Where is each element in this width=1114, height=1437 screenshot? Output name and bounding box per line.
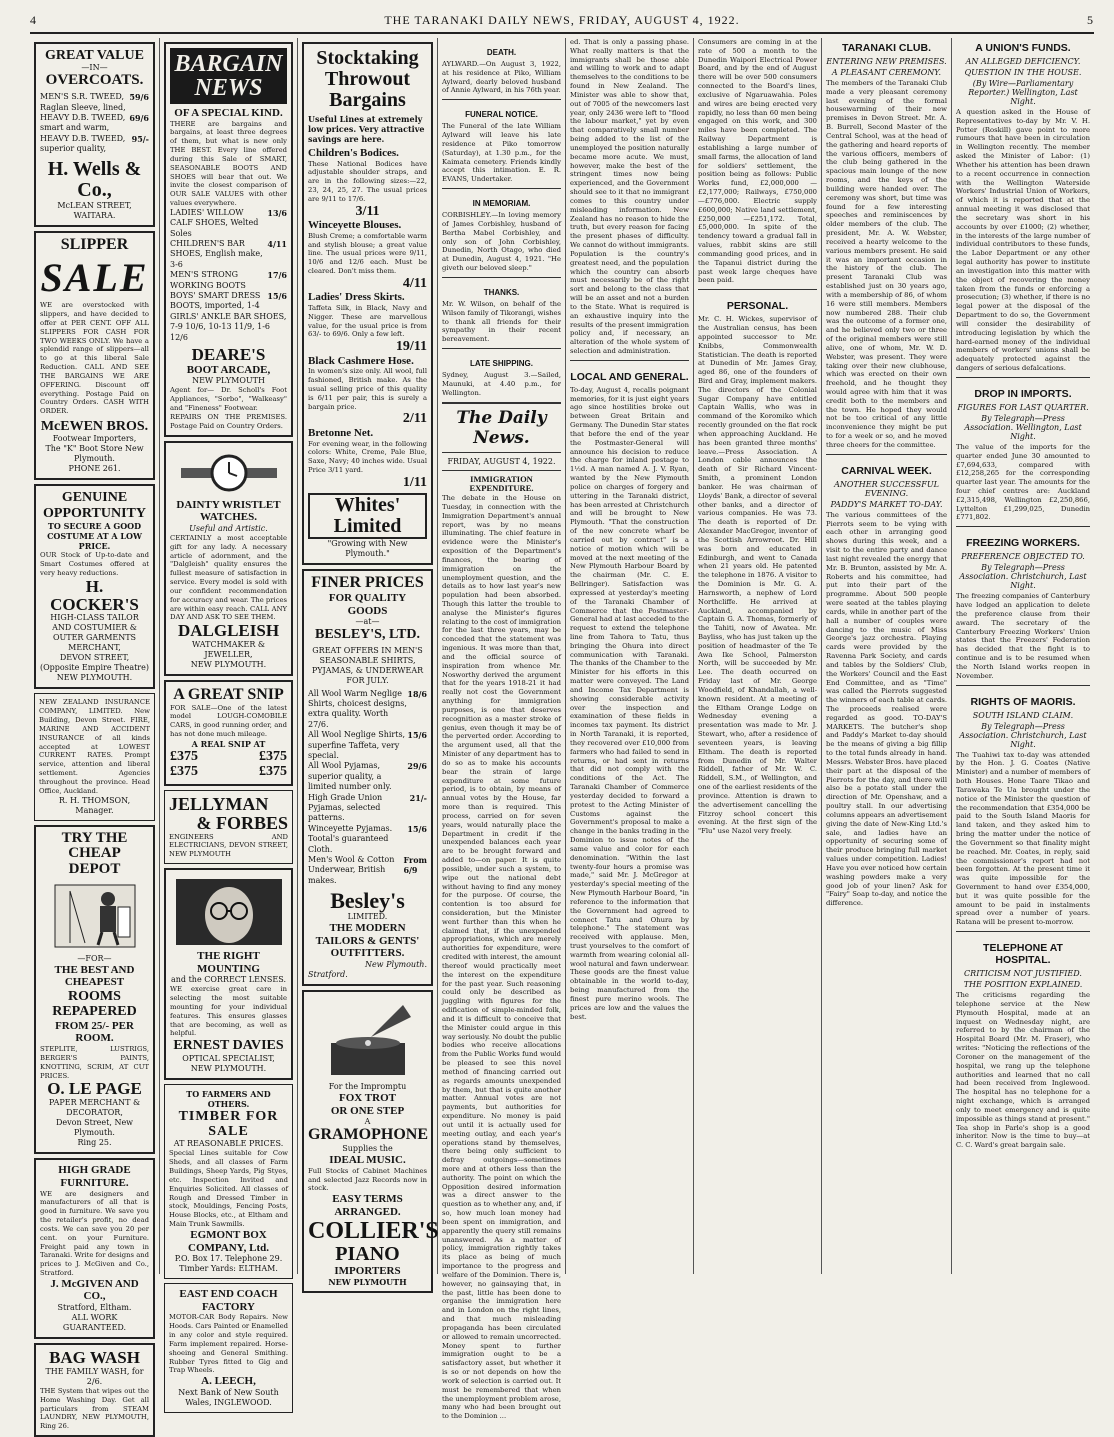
section-headline: LOCAL AND GENERAL. (570, 370, 689, 383)
ad-line: HIGH-CLASS TAILOR AND COSTUMIER & OUTER GARMENTS MERCHANT, (50, 613, 139, 653)
masthead (30, 8, 1094, 34)
column-2 (160, 38, 298, 1407)
ad-sub: and the CORRECT LENSES. (170, 975, 286, 985)
ad-firm: Besley's (330, 888, 405, 914)
ad-body: STEPLITE, LUSTRIGS, BERGER'S PAINTS, KNOTTING, SCRIM, AT CUT PRICES. (40, 1045, 149, 1080)
stock-item (308, 291, 427, 354)
ad-town: NEW PLYMOUTH (328, 1277, 407, 1288)
masthead-title: THE TARANAKI DAILY NEWS, FRIDAY, AUGUST 4, 1922. (384, 12, 740, 27)
item-price: 1/11 (402, 474, 427, 490)
notice (442, 110, 561, 184)
ad-kind: OF A SPECIAL KIND. (174, 107, 283, 119)
wristlet-watch-icon (179, 450, 279, 496)
ad-title: THE RIGHT MOUNTING (197, 949, 260, 975)
ad-repairs: REPAIRS ON THE PREMISES. Postage Paid on Country Orders. (170, 412, 287, 430)
item-name: All Wool Neglige Shirts, superfine Taffeta, very special. (308, 730, 406, 761)
ad-cocker (34, 484, 155, 689)
item-text: These National Bodices have adjustable shoulder straps, and are in the following sizes:—22, 23, 24, 25, 27. The usual prices are 9/11 to 17/6. (308, 159, 427, 203)
ad-ring: Ring 25. (77, 1138, 112, 1148)
ad-bag-wash (34, 1343, 155, 1437)
ad-coach-factory (164, 1283, 293, 1413)
article-text: Mr. C. H. Wickes, supervisor of the Australian census, has been appointed successor to Mr. Knibbs, Commonwealth Statistician. The death is reported at Dunedin of Mr. James Gray, aged 86, one of the founders of Bird and Gray, implement makers. The directors of the Colonial Sugar Company have entitled Captain Wallis, who was in command of the Koromiko which recently grounded on the flat rock when approaching Auckland. He has been granted three months' leave.—Press Association. A London cable announces the death of Sir Richard Vincent-Smith, a prominent London banker. He was chairman of Lloyds' Bank, a director of several other banks, and a director of various companies. He was 73. The death is reported of Dr. Alexander MacGregor, inventor of the Scottish Arrowroot. Dr. Hill was born and educated in Edinburgh, and went to Canada when 21 years old. He patented the telephone in 1876. A visitor to the Dominion is Mr. G. A. Harnsworth, a nephew of Lord Northcliffe. He arrived at Auckland, accompanied by Captain G. A. Thomas, formerly of the Tahiti, now of Awatea. Mr. Bayliss, who has just taken up the position of headmaster of the Te Awa Ike School, Palmerston North, will be succeeded by Mr. Lee. The death occurred on Friday last of Mr. George Woodfield, of Khandallah, a well-known resident. At a meeting of the Eltham Orange Lodge on Wednesday evening a presentation was made to Mr. J. Stewart, who, after a residence of seventeen years, is leaving Eltham. The death is reported from Dunedin of Mr. Walter Riddell, father of Mr. W. C. Riddell, S.M., of Wellington, and one of the earliest residents of the province. Attention is drawn to the advertisement cancelling the Fitzroy school concert this evening. At the first sign of the "Flu" use Nazol very freely. (698, 315, 817, 836)
ad-title: HIGH GRADE FURNITURE. (58, 1164, 131, 1189)
ad-wristlet-watches (164, 441, 293, 676)
ad-firm: BESLEY'S, LTD. (315, 627, 420, 643)
section-headline: TARANAKI CLUB. (841, 42, 932, 54)
item-name: All Wool Pyjamas, superior quality, a limited number only. (308, 761, 392, 792)
ad-town: Stratford. (308, 970, 348, 980)
ad-line: Supplies the (342, 1144, 393, 1154)
ad-title: WATCHES. (200, 511, 257, 524)
ad-body: THERE are bargains and bargains, at least three degrees of them, but what is new only THE BEST. Every line offered during this Sale of SMART, SEASONABLE BOOTS AND SHOES will bear that out. We invite the closest comparison of OUR SALE VALUES with other values everywhere. (170, 119, 287, 208)
sub-headline: ANOTHER SUCCESSFUL EVENING. (834, 479, 939, 498)
ad-great-snip (164, 680, 293, 786)
dateline: (By Wire—Parliamentary Reporter.) Wellington, Last Night. (968, 79, 1078, 106)
notice-head: LATE SHIPPING. (470, 359, 533, 369)
ad-bargain-news (164, 42, 293, 437)
ad-body: Special Lines suitable for Cow Sheds, and all classes of Farm Buildings, Sheep Yards, Pig Styes, etc. Inspection Invited and Enquiries Solicited. All classes of Rough and Dressed Timber in stock, Mouldings, Fencing Posts, House Blocks, etc., at Eltham and Main Trunk Sawmills. (169, 1149, 288, 1229)
item-name: BOYS' SMART DRESS BOOTS, imported, 1-4 (170, 291, 261, 311)
ad-firm: O. LE PAGE (47, 1079, 142, 1099)
ad-address: Next Bank of New South Wales, INGLEWOOD. (178, 1387, 279, 1407)
notice-text: Mr. W. Wilson, on behalf of the Wilson family of Tikorangi, wishes to thank all friends for their sympathy in their recent bereavement. (442, 299, 561, 344)
page-number-left: 4 (30, 12, 37, 27)
ad-for: —FOR— (77, 953, 112, 963)
notice-text: Sydney, August 3.—Sailed, Maunuki, at 4.40 p.m., for Wellington. (442, 371, 561, 397)
stock-item (308, 219, 427, 291)
price-row (170, 291, 287, 312)
ad-price: £375 (259, 748, 287, 764)
ad-body: THE System that wipes out the Home Washing Day. Get all particulars from STEAM LAUNDRY, NEW PLYMOUTH, Ring 26. (40, 1386, 149, 1431)
item-price: 4/11 (402, 275, 427, 291)
page-number-right: 5 (1086, 12, 1094, 27)
column-4 (438, 38, 566, 1421)
ad-sub: AT REASONABLE PRICES. (173, 1139, 284, 1149)
ad-line: Footwear Importers, (52, 434, 137, 444)
ad-firm: McEWEN BROS. (40, 419, 149, 435)
price-row (308, 855, 427, 886)
ad-sub: Useful and Artistic. (189, 523, 268, 533)
article-text: The various committees of the Pierrots seem to be vying with each other in arranging good shows during this week, and a visit to the entire party and dance last night revealed the energy that Mr. B. Brunton, assisted by Mr. A. Roberts and his committee, had put into their part of the programme. About 500 people were seated at the tables playing cards, while in another part of the hall a number of couples were dancing to the music of Miss George's jazz orchestra. Playing cards were provided by the Ravenna Park Society, and cards and tables by the Soldiers' Club, the Workers' Council and the East End Committee, and as "Time" was called the Pierrots suggested the winners of each table at cards. The proceeds realised were regarded as good. TO-DAY'S MARKETS. The butcher's shop and Paddy's Market to-day should be the means of giving a big fillip to the total funds already in hand. Messrs. Webster Bros. have placed their part at the disposal of the Pierrots for the day, and there will also be a potato stall under the direction of Mr. Openshaw, and a poultry stall. In our advertising columns appears an advertisement giving the date of New-King Ltd.'s sale, and ladies have an opportunity of securing some of their produce bringing full market values under competition. Ladies! Have you ever noticed how certain washing powders make a very good job of your linen? Ask for "Fairy" Soap to-day, and notice the difference. (826, 510, 947, 908)
ad-price: £375 (170, 764, 198, 780)
item-price: 3/11 (355, 203, 380, 219)
item-name: Men's Wool & Cotton Underwear, British makes. (308, 854, 395, 885)
notice-text: CORBISHLEY.—In loving memory of James Corbishley, husband of Bertha Mabel Corbishley, and only son of John Corbishley, Dunedin, North Otago, who died at Dunedin, August 4, 1921. "He giveth our beloved sleep." (442, 211, 561, 273)
ad-firm: H. Wells & Co., (47, 158, 142, 202)
item-text: In women's size only. All wool, full fashioned, British make. As the usual selling price of this quality is 6/11 per pair, this is surely a bargain price. (308, 367, 427, 411)
ad-title: Bargains (329, 89, 406, 111)
ad-intro: For the Impromptu (328, 1082, 407, 1092)
ad-at: —at— (355, 617, 380, 627)
ad-title: GENUINE (61, 490, 128, 506)
ad-big-word: SALE (40, 255, 149, 301)
price-row (40, 113, 149, 134)
ad-body: TO SECURE A GOOD COSTUME AT A LOW PRICE. (47, 521, 142, 552)
column-8 (952, 38, 1094, 1274)
ad-line: DEVON STREET, (59, 653, 130, 663)
ad-body: NEW ZEALAND INSURANCE COMPANY, LIMITED. New Building, Devon Street. FIRE, MARINE AND ACCIDENT INSURANCE of all kinds accepted at LOWEST CURRENT RATES. Prompt service, attention and liberal settlement. Agencies throughout the province. Head Office, Auckland. (39, 698, 150, 795)
article-text: The value of the imports for the quarter ended June 30 amounted to £7,694,633, compared with £12,258,265 for the corresponding quarter last year. The amounts for the four chief centres are: Auckland £2,315,498, Wellington £2,250,866, Lyttelton £1,299,025, Dunedin £771,802. (956, 442, 1090, 522)
ad-line: NEW PLYMOUTH. (56, 673, 133, 683)
ad-town: WAITARA. (73, 211, 116, 221)
ad-title: FINER PRICES (311, 574, 424, 592)
item-name: Winceyette Blouses. (308, 219, 402, 232)
article-text: To-day, August 4, recalls poignant memories, for it is just eight years ago since hostilities broke out between Great Britain and Germany. The Dunedin Star states that before the end of the year the Postmaster-General will announce his decision to reduce the charge for inland postage to 1½d. A man named A. J. V. Ryan, wanted by the New Plymouth police on charges of forgery and uttering in the Taranaki district, has been arrested at Christchurch and will be brought to New Plymouth. "That the construction of the new concrete wharf be carried out by contract" is a notice of motion which will be moved at the next meeting of the New Plymouth Harbour Board by the chairman (Mr. C. E. Bellringer). Satisfaction was expressed at yesterday's meeting of the Taranaki Chamber of Commerce that the Postmaster-General had at last acceded to the request to extend the telephone line from Tahora to Tatu, thus bringing the Ohura into direct communication with Taranaki. The thanks of the Chamber to the Minister for his efforts in this matter were conveyed. The Land and Income Tax Department is showing considerable activity over the inspection and examination of these fields in incomes tax payment. Its district in North Taranaki, it is reported, they recovered over £10,000 from farmers who had failed to send in returns, or had sent in returns that did not comply with the conditions of the Act. The Taranaki Chamber of Commerce yesterday decided to forward a protest to the Acting Minister of Customs against the Government's proposal to make a change in the banks trading in the Dominion to issue notes of the same value and color for each denomination. "Within the last twenty-four hours a promise was made," said Mr. J. McGregor at yesterday's special meeting of the New Plymouth Harbour Board, "in reference to the information that the Government had agreed to connect Tatu and Ohura by telephone." The statement was received with applause. Men, trust yourselves to the comfort of warmth from wearing colonial all-wool natural and fawn underwear. These goods are the finest value obtainable in the world to-day, being manufactured from the finest pure merino wools. The prices are low and the values the best. (570, 385, 689, 1021)
ad-town: NEW PLYMOUTH. (190, 1063, 267, 1073)
ad-trade: PAPER MERCHANT & DECORATOR, (48, 1098, 141, 1118)
item-text: For evening wear, in the following colors: White, Creme, Pale Blue, Saxe, Navy; 40 inches wide. Usual Price 3/11 yard. (308, 439, 427, 474)
ad-price: £375 (170, 748, 198, 764)
item-name: MEN'S S.R. TWEED, Raglan Sleeve, lined, (40, 92, 126, 112)
paper-title: The Daily News. (456, 407, 547, 448)
ad-besleys (302, 569, 433, 986)
ad-line: THE BEST AND CHEAPEST (54, 963, 135, 989)
column-7 (822, 38, 952, 1274)
section-headline: PERSONAL. (726, 300, 789, 313)
section-headline: DROP IN IMPORTS. (974, 387, 1072, 400)
item-name: All Wool Warm Neglige Shirts, choicest designs, extra quality. Worth 27/6. (308, 688, 407, 729)
item-text: Blush Creme; a comfortable warm and stylish blouse; a great value line. The usual prices were 9/11, 10/6 and 12/6 each. Must be cleared. Don't miss them. (308, 231, 427, 276)
ad-town: NEW PLYMOUTH. (190, 660, 267, 670)
ad-trade: IMPORTERS (334, 1264, 401, 1277)
ad-big-title: BARGAIN NEWS (170, 48, 287, 104)
ad-firm: & FORBES (196, 812, 288, 833)
ad-overcoats (34, 42, 155, 227)
stock-item (308, 427, 427, 490)
ad-firm: DEARE'S (191, 345, 266, 364)
ad-title: GREAT VALUE (45, 48, 144, 63)
sub-headline: A PLEASANT CEREMONY. (831, 68, 942, 77)
ad-terms: EASY TERMS ARRANGED. (332, 1193, 403, 1218)
item-name: Black Cashmere Hose. (308, 354, 414, 367)
ad-line: IDEAL MUSIC. (329, 1154, 406, 1167)
article-text: The Tuahiwi tax to-day was attended by the Hon. J. G. Coates (Native Minister) and a number of members of both Houses. Hone Taare Tikao and Tarawaka Te Ua brought under the notice of the Minister the question of the recommendation that £354,000 be paid to the South Island Maoris for land taken, and they asked him to bring the matter under the notice of the Government so that finality might be reached. Mr. Coates, in reply, said the commissioner's report had not been forgotten. At the present time it was quite impossible for the Government to hand over £354,000, but it was quite possible for the amount to be paid in instalments spread over a number of years. Ratana will be present to-morrow. (956, 750, 1090, 927)
section-headline: TELEPHONE AT HOSPITAL. (983, 942, 1063, 967)
ad-firm: EGMONT BOX COMPANY, Ltd. (188, 1228, 269, 1254)
ad-trade: WATCHMAKER & JEWELLER, (191, 640, 266, 660)
item-name: Children's Bodices. (308, 147, 399, 159)
ad-line: FROM 25/- PER ROOM. (55, 1019, 134, 1045)
ad-firm: A. LEECH, (201, 1375, 256, 1388)
item-price: 69/6 (129, 112, 149, 123)
ad-firm: ERNEST DAVIES (173, 1038, 284, 1054)
section-headline: CARNIVAL WEEK. (841, 464, 932, 477)
ad-body: MOTOR-CAR Body Repairs. New Hoods. Cars Painted or Enamelled in any color and style required. Farm implement repaired. Horse-shoeing and General Smithing. Rubber Tyres fitted to Gig and Trap Wheels. (169, 1313, 288, 1375)
ad-a: A (364, 1117, 371, 1127)
ad-address: McLEAN STREET, (57, 201, 132, 211)
dateline: By Telegraph—Press Association. Christchurch, Last Night. (959, 563, 1087, 591)
ad-trade: OPTICAL SPECIALIST, (182, 1053, 275, 1063)
ad-firm: DALGLEISH (177, 621, 280, 641)
dateline: By Telegraph—Press Association. Wellington, Last Night. (964, 413, 1082, 441)
ad-title: TIMBER FOR SALE (178, 1108, 279, 1140)
item-price: From 6/9 (403, 854, 427, 876)
price-row (170, 312, 287, 343)
ad-manager: R. H. THOMSON, Manager. (58, 795, 131, 815)
item-price: 29/6 (407, 761, 427, 772)
price-row (170, 270, 287, 291)
item-name: Ladies' Dress Skirts. (308, 291, 405, 304)
price-row (308, 730, 427, 761)
ad-trade: THE MODERN TAILORS & GENTS' OUTFITTERS. (315, 922, 420, 960)
article-text: The freezing companies of Canterbury have lodged an application to delete the preference clause from their award. The secretary of the Canterbury Freezing Workers' Union states that the Freezers' Federation has decided that the fight is to continue and is to be resumed when the North Island works reopen in November. (956, 592, 1090, 680)
ad-line: (Opposite Empire Theatre) (40, 663, 149, 673)
price-row (170, 208, 287, 239)
sub-headline: ENTERING NEW PREMISES. (826, 57, 947, 66)
item-name: LADIES' WILLOW CALF SHOES, Welted Soles (170, 207, 259, 238)
ad-box: P.O. Box 17. Telephone 29. (174, 1254, 283, 1264)
item-text: Taffeta Silk, in Black, Navy and Nigger. These are marvellous value, for the usual price is from 63/- to 69/6. Only a few left. (308, 303, 427, 339)
ad-limited: LIMITED. (347, 912, 388, 922)
ad-title: DEPOT (68, 861, 121, 877)
sub-headline: AN ALLEGED DEFICIENCY. (965, 57, 1081, 66)
ad-collier-gramophone (302, 990, 439, 1293)
sub-headline: FIGURES FOR LAST QUARTER. (957, 402, 1089, 412)
article-text: Consumers are coming in at the rate of 500 a month to the Dunedin Waipori Electrical Power Board, and by the end of August there will be over 500 consumers connected to the Board's lines, exclusive of Ngaruawahia. Poles and wires are being erected very rapidly, no less than 60 men being engaged on this work, and 300 miles have been completed. The Railway Department is establishing a large number of small farms, the allocation of land for soldiers' settlement, the position being as follows: Public Works fund, £2,000,000 —£2,177,000; Railways, £750,000 —£776,000. Electric supply £600,000; Native land settlement, £250,000 —£251,172. Total, £5,000,000. In spite of the tendency toward a gradual fall in values, rabbit skins are still commanding good prices, and in the Tapanui district during the past week large cheques have been paid. (698, 38, 817, 285)
ad-note: ALL WORK GUARANTEED. (62, 1313, 127, 1333)
section-headline: FREEZING WORKERS. (966, 537, 1080, 550)
section-headline: A UNION'S FUNDS. (975, 42, 1071, 54)
ad-title: DAINTY WRISTLET (176, 498, 281, 511)
ad-shop: BOOT ARCADE, (186, 363, 271, 376)
ad-address: Stratford, Eltham. (57, 1303, 132, 1313)
sub-headline: PADDY'S MARKET TO-DAY. (830, 499, 943, 509)
leader-text: The debate in the House on Tuesday, in connection with the Immigration Department's annual report, was by no means illuminating. The chief feature in evidence were the Minister's exposition of the Department's finances, the bearing of immigration on the unemployment question, and the details as to how last year's new population had been absorbed. Though this latter the trouble to analyse the Minister's figures relating to the cost of immigration for the last three years, may be conceded that the statement was ingenious. It was more than that, and the official source of inspiration from whence Mr. Nosworthy derived the argument that for the years 1918-21 it had really not cost the Government anything for immigration purposes, is one that deserves recognition as a master stroke of genius, even though it may be of the perverted order. According to the argument used, all that the Minister of any department has to do so as to make his accounts bear the strain of large expenditure at some future period, is to obtain, by means of annual votes by the House, far more than is required. This process, carried on for seven years, would naturally place the Department in credit if the unexpended balances each year are to be brought forward and added to—on paper. It is quite possible, under such a system, to wipe out the national debt without having to find any money for the purpose. Of course, the contention is too absurd for consideration, but the Minister went further than this when he claimed that, if the unexpended appropriations, which are merely authorities for expenditure, were credited with interest, the amount thereof would practically meet the interest on the expenditure for the past year. Such reasoning could only be described as juggling with figures for the edification of simple-minded folk, and it is difficult to conceive that the Minister could argue in this way seriously. No doubt the public bodies who receive allocations from the Public Works fund would be pleased to see this novel method of financing carried out as regards amounts unexpended by them, but that is quite another matter. Annual votes are not payments, but authorities for expenditure. No money is paid out until it is actually used for meeting outlay, and each year's operations stand by themselves, there being only sufficient to defray outgoings—sometimes more and at others less than the authority. The point on which the Opposition desired information was a direct answer to the question as to whether any, and, if so, how much loan money had been spent on immigration, and apparently the query still remains unanswered. As a matter of policy, immigration rightly takes its place as being of much importance to the progress and welfare of the Dominion. There is, however, no gainsaying that, in the past, little has been done to organise the immigration here and in London on the right lines, and that much misleading propaganda has been circulated or allowed to remain uncorrected. Money spent to further immigration ought to be a satisfactory asset, but whether it is so or not depends on how the work of selection is carried out. It must be remembered that when the unemployment problem arose, many who had been brought out to the Dominion ... (442, 494, 561, 1421)
section-headline: RIGHTS OF MAORIS. (970, 695, 1076, 708)
column-5 (566, 38, 694, 1274)
dateline: By Telegraph—Press Association. Christchurch, Last Night. (959, 721, 1087, 749)
ad-side: THE FAMILY WASH, for 2/6. (45, 1366, 144, 1386)
notice-text: The Funeral of the late William Aylward will leave his late residence at Piko tomorrow (Saturday), at 1.30 p.m., for the Kaimata cemetery. Friends kindly accept this intimation. E. R. EVANS, Undertaker. (442, 122, 561, 184)
ad-trade: PIANO (335, 1242, 400, 1265)
notice (442, 199, 561, 273)
ad-line: The "K" Boot Store New Plymouth. (45, 444, 144, 464)
price-row (40, 134, 149, 155)
ad-title: A GREAT SNIP (173, 686, 284, 704)
price-row (308, 689, 427, 731)
column-3 (298, 38, 439, 1288)
item-name: CHILDREN'S BAR SHOES, English make, 3-6 (170, 239, 263, 269)
ad-body: CERTAINLY a most acceptable gift for any lady. A necessary article of adornment, and the "Dalgleish" quality ensures the fullest measure of satisfaction in service. Every model is sold with our confident recommendation for accuracy and wear. The prices are within easy reach. CALL ANY DAY AND ASK TO SEE THEM. (170, 533, 288, 622)
dateline: FRIDAY, AUGUST 4, 1922. (447, 456, 556, 466)
notice-head: IN MEMORIAM. (472, 199, 531, 209)
notice (442, 359, 561, 397)
article-text: The criticisms regarding the telephone service at the New Plymouth Hospital, made at an inquest on Wednesday night, are referred to by the chairman of the Hospital Board (Mr. M. Fraser), who writes: "Noticing the reflections of the Coroner on the management of the hospital, we rang up the telephone authorities and learned that no call had been received from Inglewood. The hospital has no telephone for a night exchange, which is arranged only to meet emergency and is quite impossible as things stand at present." Tea shop in Parle's shop is a good inheritor. Now is the time to buy—at C. C. Ward's great bargain sale. (956, 991, 1090, 1150)
gramophone-icon (323, 999, 413, 1079)
item-price: 59/6 (129, 92, 149, 103)
ad-body: WE are designers and manufacturers of all that is good in furniture. We save you the retailer's profit, no dead costs. We can save you 20 per cent. on your Furniture. Freight paid any town in Taranaki. Write for designs and prices to J. McGiven and Co., Stratford. (40, 1189, 149, 1277)
item-price: 2/11 (402, 411, 427, 427)
ad-note: A REAL SNIP AT (191, 738, 266, 749)
ad-firm: Whites' Limited (308, 493, 427, 539)
ad-title: Throwout (324, 68, 411, 90)
item-name: Bretonne Net. (308, 426, 374, 439)
price-row (170, 239, 287, 270)
ad-trade: ENGINEERS AND ELECTRICIANS, DEVON STREET, NEW PLYMOUTH (169, 832, 288, 859)
ad-subtitle: OVERCOATS. (45, 72, 144, 89)
item-name: HEAVY D.B. TWEED, smart and warm, (40, 112, 126, 133)
ad-body: OUR Stock of Up-to-date and Smart Costumes offered at very heavy reductions. (40, 551, 149, 577)
item-price: 17/6 (267, 270, 287, 281)
ad-furniture (34, 1158, 155, 1339)
ad-line: ROOMS REPAPERED (52, 989, 137, 1020)
ad-cheap-depot (34, 825, 155, 1155)
ad-top: TO FARMERS AND OTHERS. (186, 1088, 271, 1109)
ad-insurance (34, 693, 155, 820)
sub-headline: QUESTION IN THE HOUSE. (964, 68, 1082, 77)
item-price: 95/- (131, 133, 149, 144)
item-name: High Grade Union Pyjamas, selected patterns. (308, 792, 383, 823)
notice-head: THANKS. (483, 287, 520, 297)
stock-item (308, 355, 427, 427)
ad-firm: H. COCKER'S (50, 576, 139, 614)
ad-town: NEW PLYMOUTH (192, 376, 265, 386)
notice-head: DEATH. (486, 48, 517, 57)
item-price: 18/6 (407, 688, 427, 699)
ad-line: OR ONE STEP (330, 1104, 405, 1117)
notice-head: FUNERAL NOTICE. (465, 110, 538, 120)
item-price: 15/6 (267, 291, 287, 302)
ad-intro: GREAT OFFERS IN MEN'S SEASONABLE SHIRTS, PYJAMAS, & UNDERWEAR FOR JULY. (311, 645, 424, 685)
stock-item (308, 147, 427, 219)
ad-price: £375 (259, 764, 287, 780)
price-row (40, 92, 149, 113)
spectacles-portrait-icon (174, 877, 284, 947)
sub-headline: THE POSITION EXPLAINED. (963, 980, 1083, 990)
price-row (308, 824, 427, 855)
ad-optical (164, 868, 293, 1080)
ad-timber (164, 1084, 293, 1280)
ad-agents: Agent for— Dr. Scholl's Foot Appliances, "Sorbo", "Walkeasy" and "Fineness" Footwear. (170, 386, 287, 413)
notice (442, 288, 561, 344)
paperhanger-illustration-icon (50, 881, 140, 951)
ad-sub: FOR QUALITY GOODS (328, 592, 407, 617)
notice-text: AYLWARD.—On August 3, 1922, at his residence at Piko, William Aylward, dearly beloved husband of Annie Aylward, in his 76th year. (442, 60, 561, 95)
ad-slipper-sale (34, 231, 155, 480)
ad-slogan: "Growing with New Plymouth." (327, 539, 408, 559)
ad-firm: JELLYMAN (169, 793, 269, 814)
notice (442, 48, 561, 95)
sub-headline: SOUTH ISLAND CLAIM. (972, 710, 1074, 720)
column-1 (30, 38, 160, 1431)
ad-firm: J. McGIVEN AND CO., (50, 1277, 139, 1303)
ad-title: BAG WASH (49, 1348, 140, 1368)
item-price: 4/11 (267, 239, 287, 250)
article-text: A question asked in the House of Representatives to-day by Mr. V. H. Potter (Roskill) gave point to more rumours that have been in circulation in Wellington recently. The member asked the Minister of Labor: (1) Whether his attention has been drawn to a recent occurrence in connection with the Wellington Waterside Workers' Industrial Union of Workers, of which it is reported that at the annual meeting it was disclosed that the secretary was short in his accounts by over £1000; (2) whether, in the interests of the large number of individual contributors to these funds, the Labor Department or any other legal authority has power to institute an investigation into this matter with the object of recovering the money taken from the funds or enforcing a prosecution; (3) whether, if there is no legal power at the disposal of the Department to do so, the Government will consider the desirability of introducing legislation by which the hard-earned money of the individual members of workers' unions shall be adequately protected against the dangers of serious defalcations. (956, 108, 1090, 373)
ad-town: New Plymouth. (364, 960, 427, 970)
item-price: 21/- (409, 792, 427, 803)
ad-line: FOX TROT (339, 1092, 396, 1105)
leader-headline: IMMIGRATION EXPENDITURE. (469, 473, 534, 494)
ad-jellyman (164, 790, 293, 864)
ad-whites-stocktaking (302, 42, 433, 565)
price-row (308, 793, 427, 824)
ad-body: Full Stocks of Cabinet Machines and selected Jazz Records now in stock. (308, 1166, 427, 1193)
ad-title: SLIPPER (60, 236, 129, 254)
ad-body: WE are overstocked with slippers, and have decided to offer at PER CENT. OFF ALL SLIPPERS FOR CASH FOR TWO WEEKS ONLY. We have a splendid range of slippers—all to go at this liberal Sale Reduction. CALL AND SEE THE BARGAINS WE ARE OFFERING. Discount off everything. Postage Paid on Country Orders. CASH WITH ORDER. (40, 301, 149, 416)
ad-phone: PHONE 261. (68, 464, 121, 474)
article-text: The members of the Taranaki Club made a very pleasant ceremony last evening of the formal housewarming of their new premises in Devon Street. Mr. A. B. Burrell, Second Master of the Central School, was at the head of the gathering and heard reports of the various officers, members of the club being gathered in the spacious main lounge of the new rooms, and the keys of the building were handed over. The ceremony was short, but time was found for a few interesting speeches and reminiscences by older members of the club. The president, Mr. A. W. Webster, received a hearty welcome to the various members present. He said it was an important occasion in the history of the club. The present Taranaki Club was established just on 30 years ago, with a membership of 86, of whom 16 were still members. Members now numbered 288. Their club was the outcome of a former one, and he believed only two or three of the original members were still alive, one of whom, Mr. W. D. Webster, was present. They were taking over their new clubhouse, which was erected on their own freehold, and he thought they would agree with him that it was credit both to the members and the town. He hoped they would not be too critical of any little inconvenience they might be put to for a week or so, and he moved three cheers for the committee. (826, 79, 947, 449)
article-text: ed. That is only a passing phase. What really matters is that the immigrants shall be those able and willing to work and to adapt themselves to the conditions to be found in New Zealand. The Minister was able to show that, out of 7005 of the newcomers last year, only 2436 were left to "flood the labour market," yet by even that comparatively small number being added to the list of the unemployed the position naturally became more acute. We must, however, make the best of the stringent times now being experienced, and the Government should see to it that no immigrant comes to this country under misleading information. New Zealand has no reason to hide the truth, but every reason for facing the present phases of difficulty. We cannot do without immigrants. Population is the country's greatest need, and the population which the country can absorb must necessarily be of the right sort and belong to the class that will be an asset and not a burden to the State. What is required is an exhaustive inquiry into the results of the present immigration policy and, if necessary, an alteration of the whole system of selection and administration. (570, 38, 689, 355)
ad-title: EAST END COACH FACTORY (179, 1288, 278, 1313)
item-name: MEN'S STRONG WORKING BOOTS (170, 270, 246, 290)
ad-intro: Useful Lines at extremely low prices. Very attractive savings are here. (308, 114, 425, 144)
ad-title: TRY THE CHEAP (61, 829, 128, 862)
ad-title: Stocktaking (316, 47, 419, 69)
ad-town: Timber Yards: ELTHAM. (179, 1264, 278, 1274)
sub-headline: PREFERENCE OBJECTED TO. (961, 552, 1085, 562)
ad-body: FOR SALE—One of the latest model LOUGH-COMOBILE CARS, in good running order, and has not done much mileage. (170, 703, 287, 739)
column-6 (694, 38, 822, 1274)
item-name: Winceyette Pyjamas. Tootal's guaranteed Cloth. (308, 823, 393, 854)
ad-address: Devon Street, New Plymouth. (55, 1118, 134, 1138)
item-price: 19/11 (395, 339, 427, 355)
item-name: GIRLS' ANKLE BAR SHOES, 7-9 10/6, 10-13 11/9, 1-6 12/6 (170, 311, 287, 342)
ad-firm: COLLIER'S (308, 1217, 439, 1244)
item-price: 15/6 (407, 823, 427, 834)
item-price: 13/6 (267, 207, 287, 218)
ad-title: GRAMOPHONE (308, 1126, 428, 1144)
ad-title: OPPORTUNITY (43, 505, 146, 521)
item-name: HEAVY D.B. TWEED, superior quality, (40, 133, 126, 154)
sub-headline: CRITICISM NOT JUSTIFIED. (964, 969, 1082, 979)
ad-body: WE exercise great care in selecting the most suitable mounting for your individual features. This ensures glasses that are becoming, as well as helpful. (170, 985, 287, 1038)
item-price: 15/6 (407, 730, 427, 741)
price-row (308, 761, 427, 792)
ad-in: —IN— (81, 63, 108, 73)
